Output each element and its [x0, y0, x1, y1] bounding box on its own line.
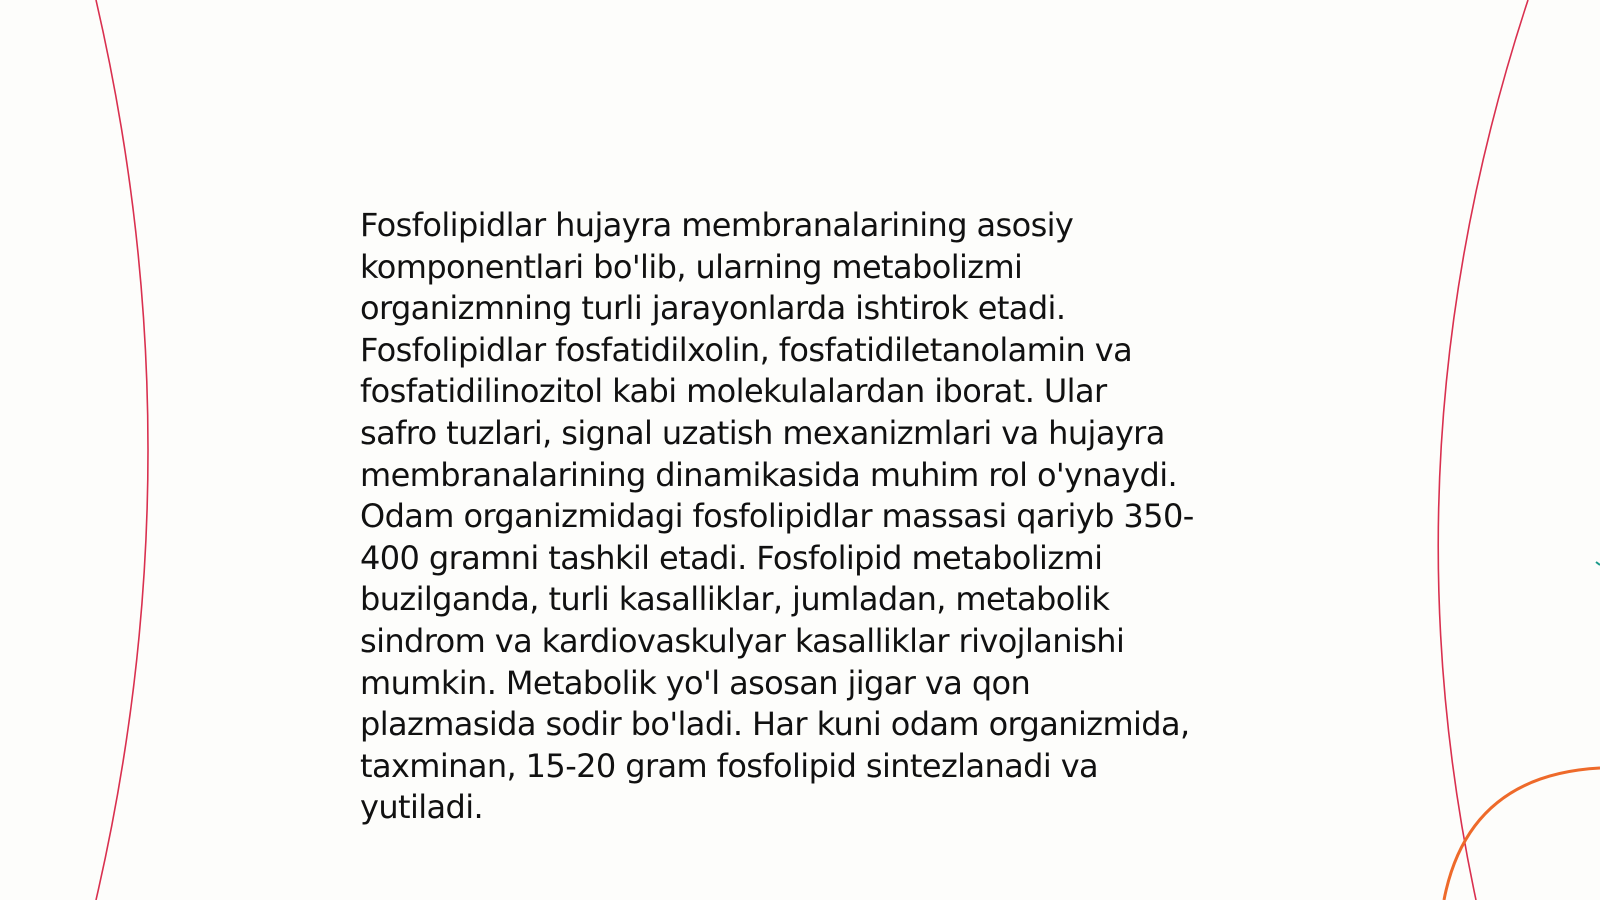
right-curve	[1438, 0, 1528, 900]
body-paragraph: Fosfolipidlar hujayra membranalarining asosiy komponentlari bo'lib, ularning metabolizmi organizmning turli jarayonlarda ishtirok etadi. Fosfolipidlar fosfatidilxolin, fosfatidiletanolamin va fosfatidilinozitol kabi molekulalardan iborat. Ular safro tuzlari, signal uzatish mexanizmlari va hujayra membranalarining dinamikasida muhim rol o'ynaydi. Odam organizmidagi fosfolipidlar massasi qariyb 350- 400 gramni tashkil etadi. Fosfolipid metabolizmi buzilganda, turli kasalliklar, jumladan, metabolik sindrom va kardiovaskulyar kasalliklar rivojlanishi mumkin. Metabolik yo'l asosan jigar va qon plazmasida sodir bo'ladi. Har kuni odam organizmida, taxminan, 15-20 gram fosfolipid sintezlanadi va yutiladi.	[360, 206, 1194, 827]
orange-arc	[1444, 768, 1600, 900]
left-curve	[96, 0, 148, 900]
teal-tick	[1596, 562, 1600, 565]
